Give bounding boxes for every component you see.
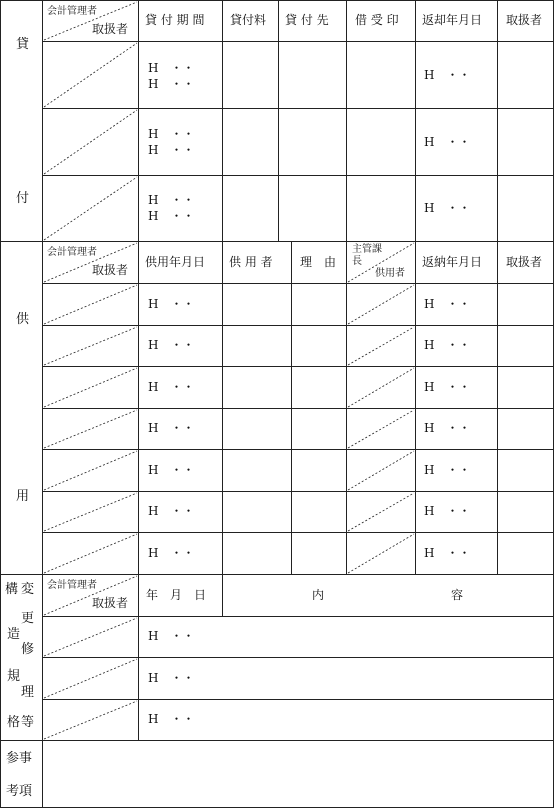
usage-section-label-2: 用 (16, 489, 30, 504)
modification-label-char: 修 (21, 642, 35, 657)
lending-row-end-date: H ・・ (148, 77, 195, 91)
lending-section-label-1: 貸 (16, 37, 30, 52)
usage-header-manager-top: 主管課 (352, 244, 382, 255)
usage-row-date: H ・・ (148, 504, 195, 518)
modification-label-char: 規 (7, 669, 21, 684)
lending-row-return-date: H ・・ (424, 201, 471, 215)
modification-row-date: H ・・ (148, 671, 195, 685)
usage-header-reason: 理 由 (300, 255, 337, 269)
usage-diag-top-label: 会計管理者 (47, 247, 97, 258)
usage-section-label-1: 供 (16, 312, 30, 327)
modification-diag-top-label: 会計管理者 (47, 580, 97, 591)
usage-row-return-date: H ・・ (424, 546, 471, 560)
notes-label-2: 考項 (6, 784, 33, 799)
usage-row-return-date: H ・・ (424, 421, 471, 435)
lending-row-return-date: H ・・ (424, 68, 471, 82)
lending-diag-bottom-label: 取扱者 (92, 22, 129, 36)
lending-header-lessee: 貸 付 先 (285, 13, 329, 27)
usage-header-return-date: 返納年月日 (422, 255, 483, 269)
modification-label-char: 等 (21, 715, 35, 730)
modification-header-content-1: 内 (312, 588, 325, 602)
usage-row-date: H ・・ (148, 297, 195, 311)
usage-row-return-date: H ・・ (424, 463, 471, 477)
lending-header-return-date: 返却年月日 (422, 13, 483, 27)
usage-row-date: H ・・ (148, 463, 195, 477)
lending-row-start-date: H ・・ (148, 127, 195, 141)
lending-row-start-date: H ・・ (148, 193, 195, 207)
lending-diag-top-label: 会計管理者 (47, 6, 97, 17)
lending-header-handler: 取扱者 (506, 13, 543, 27)
modification-header-content-2: 容 (451, 588, 464, 602)
lending-section-label-2: 付 (16, 191, 30, 206)
modification-label-char: 格 (7, 715, 21, 730)
usage-row-return-date: H ・・ (424, 380, 471, 394)
modification-diag-bottom-label: 取扱者 (92, 596, 129, 610)
lending-row-end-date: H ・・ (148, 143, 195, 157)
usage-row-date: H ・・ (148, 338, 195, 352)
usage-header-handler: 取扱者 (506, 255, 543, 269)
modification-label-char: 変 (21, 582, 35, 597)
modification-label-char: 構 (5, 582, 19, 597)
lending-row-return-date: H ・・ (424, 135, 471, 149)
modification-label-char: 造 (7, 627, 21, 642)
usage-row-return-date: H ・・ (424, 297, 471, 311)
modification-row-date: H ・・ (148, 712, 195, 726)
usage-row-return-date: H ・・ (424, 504, 471, 518)
lending-header-fee: 貸付料 (230, 13, 267, 27)
lending-row-end-date: H ・・ (148, 209, 195, 223)
modification-header-date: 年 月 日 (146, 588, 207, 602)
usage-row-date: H ・・ (148, 546, 195, 560)
notes-label-1: 参事 (6, 751, 33, 766)
lending-header-seal: 借 受 印 (355, 13, 399, 27)
usage-row-date: H ・・ (148, 380, 195, 394)
usage-header-manager-bottom: 供用者 (375, 268, 405, 279)
modification-label-char: 更 (21, 611, 35, 626)
lending-row-start-date: H ・・ (148, 61, 195, 75)
usage-diag-bottom-label: 取扱者 (92, 263, 129, 277)
usage-row-return-date: H ・・ (424, 338, 471, 352)
usage-header-date: 供用年月日 (145, 255, 206, 269)
usage-row-date: H ・・ (148, 421, 195, 435)
lending-header-period: 貸 付 期 間 (145, 13, 205, 27)
modification-row-date: H ・・ (148, 629, 195, 643)
usage-header-manager-top-2: 長 (352, 256, 362, 267)
modification-label-char: 理 (21, 685, 35, 700)
usage-header-user: 供 用 者 (229, 255, 273, 269)
